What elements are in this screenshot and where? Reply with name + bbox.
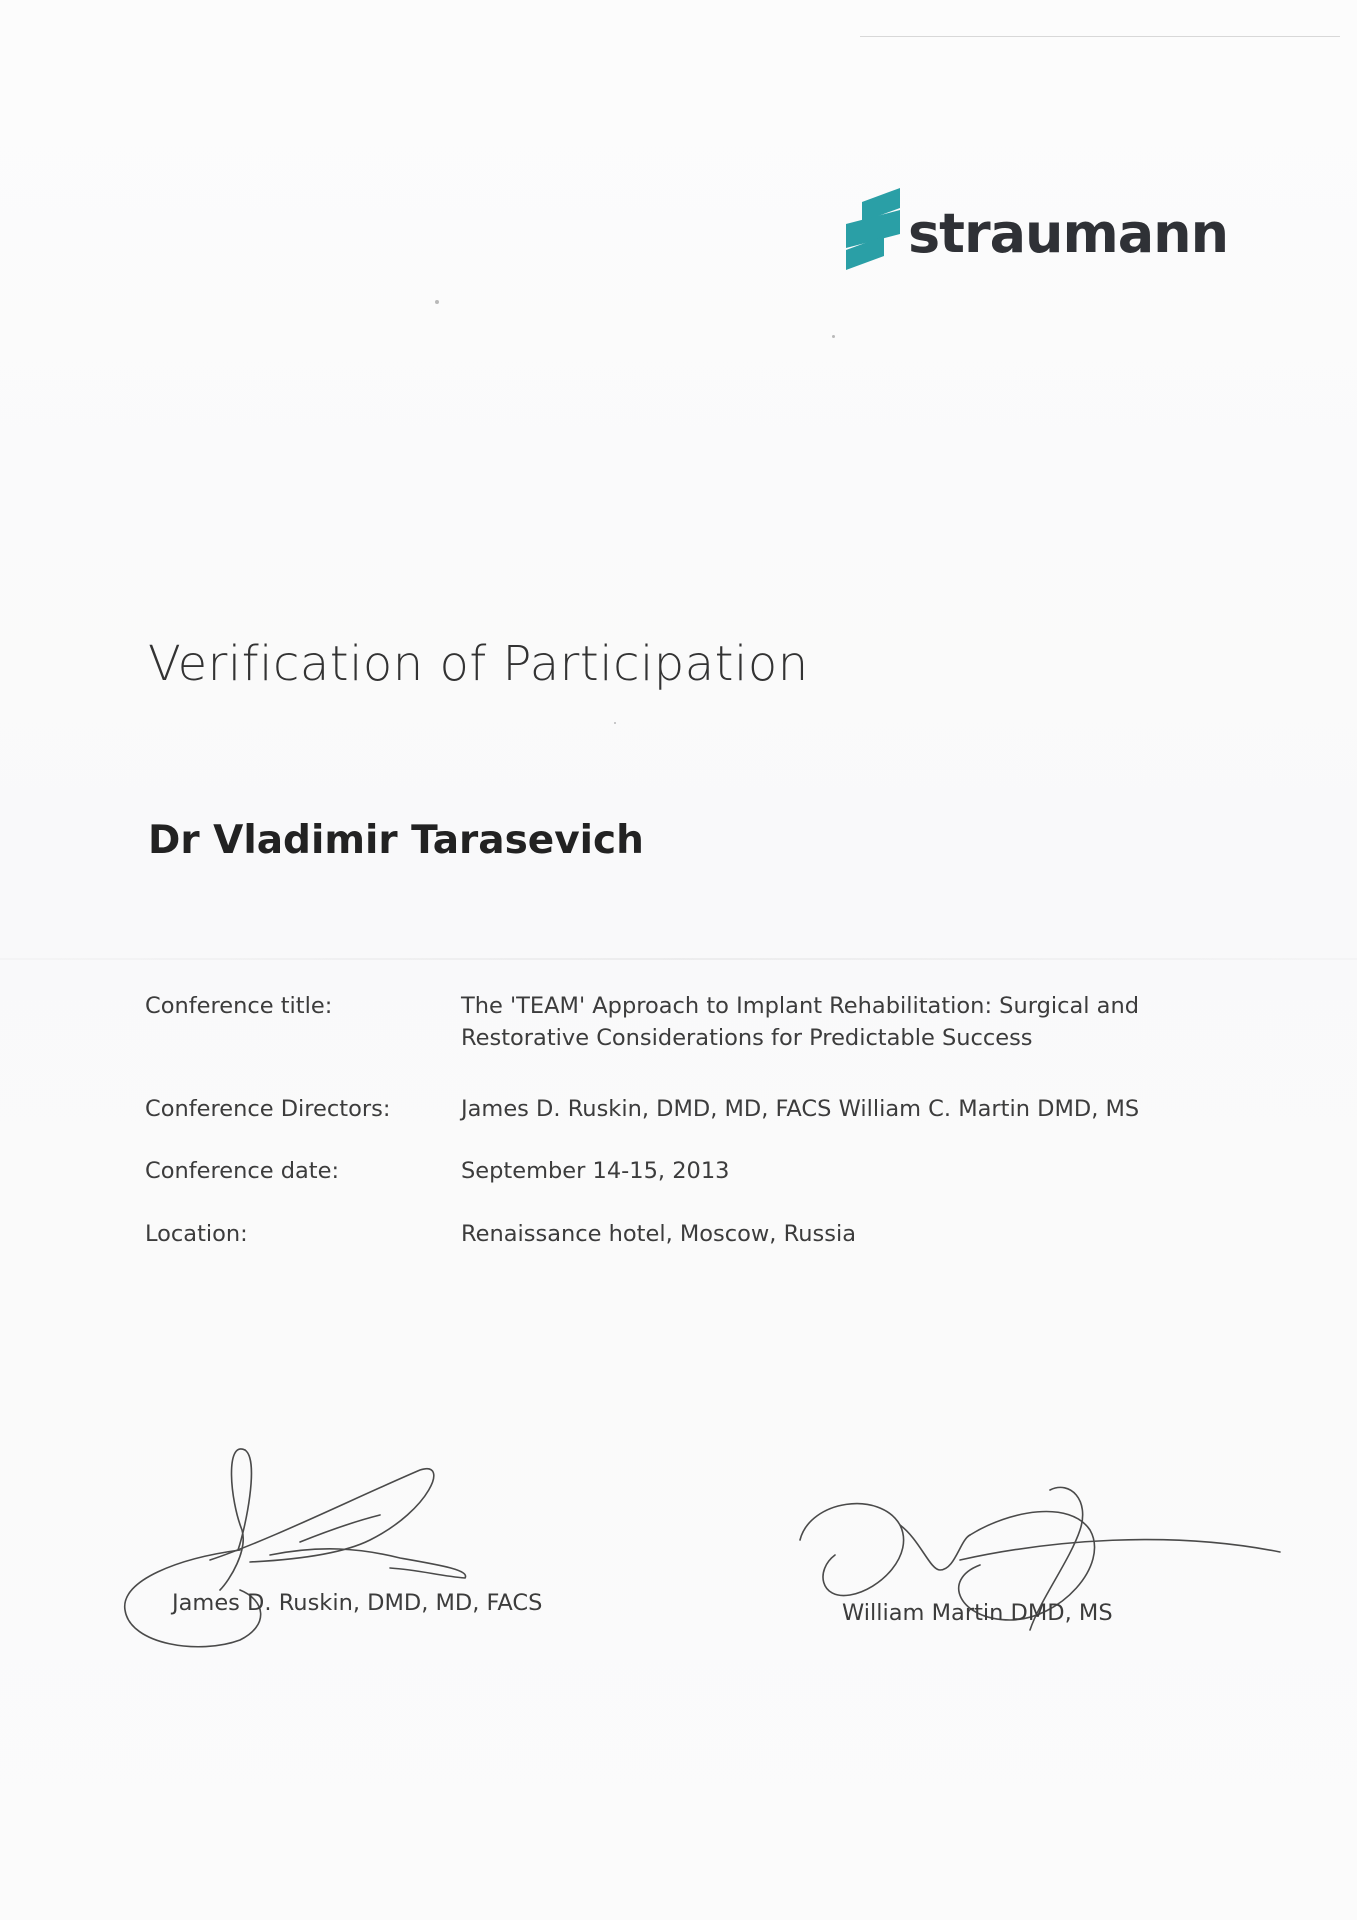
detail-label: Conference title: — [145, 993, 333, 1019]
detail-label: Conference date: — [145, 1158, 340, 1184]
brand-wordmark: straumann — [908, 202, 1229, 265]
handwritten-signature-martin — [790, 1470, 1290, 1670]
signature-block-ruskin — [120, 1440, 640, 1670]
paper-fold-line — [0, 958, 1357, 960]
detail-value: James D. Ruskin, DMD, MD, FACS William C. Martin DMD, MS — [461, 1096, 1140, 1122]
recipient-name: Dr Vladimir Tarasevich — [148, 818, 644, 863]
scan-speck — [435, 300, 439, 304]
signature-block-martin — [790, 1470, 1290, 1670]
signatory-name: William Martin DMD, MS — [842, 1600, 1113, 1626]
signatory-name: James D. Ruskin, DMD, MD, FACS — [172, 1590, 543, 1616]
scan-speck — [614, 722, 616, 724]
detail-label: Conference Directors: — [145, 1096, 391, 1122]
scan-edge-line — [860, 36, 1340, 37]
straumann-logo — [838, 188, 1238, 278]
document-title: Verification of Participation — [148, 636, 809, 692]
detail-label: Location: — [145, 1221, 248, 1247]
detail-value: September 14-15, 2013 — [461, 1158, 730, 1184]
scan-speck — [832, 335, 835, 338]
handwritten-signature-ruskin — [120, 1440, 640, 1670]
straumann-s-mark-icon — [838, 188, 908, 278]
detail-value: Renaissance hotel, Moscow, Russia — [461, 1221, 856, 1247]
detail-value: The 'TEAM' Approach to Implant Rehabilitation: Surgical and Restorative Considerations for Predictable Success — [461, 993, 1139, 1051]
